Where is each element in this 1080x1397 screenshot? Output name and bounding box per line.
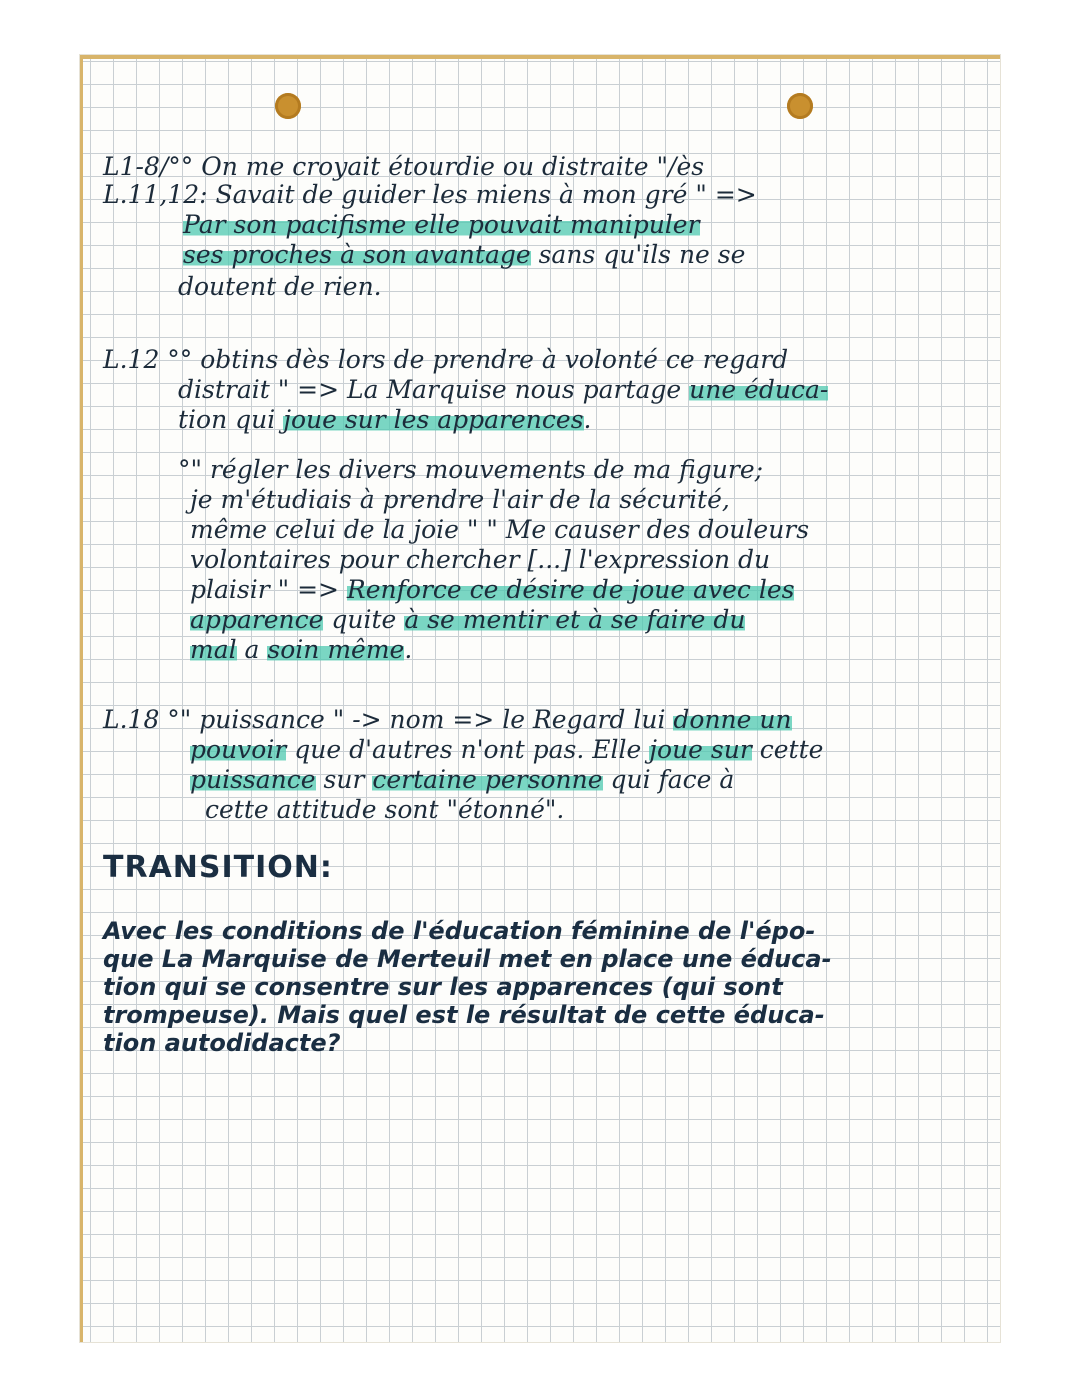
note-line: cette attitude sont "étonné". [205, 795, 565, 824]
note-line [103, 705, 792, 735]
note-text: sans qu'ils ne se [530, 240, 746, 269]
highlighted-text: Renforce ce désire de joue avec les [346, 575, 795, 604]
transition-line: que La Marquise de Merteuil met en place une éduca- [103, 945, 832, 973]
note-line [190, 765, 734, 795]
note-text: que d'autres n'ont pas. Elle [286, 735, 650, 764]
note-line: L1-8/°° On me croyait étourdie ou distraite "/ès [103, 152, 705, 181]
highlighted-text: apparence [190, 605, 324, 634]
highlighted-text: Par son pacifisme elle pouvait manipuler [183, 210, 700, 239]
note-text: quite [323, 605, 405, 634]
note-line [178, 405, 592, 435]
highlighted-text: pouvoir [190, 735, 287, 764]
note-text: sur [315, 765, 373, 794]
transition-line: Avec les conditions de l'éducation féminine de l'épo- [103, 917, 816, 945]
transition-line: tion autodidacte? [103, 1029, 341, 1057]
highlighted-text: une éduca- [689, 375, 829, 404]
note-line [190, 735, 823, 765]
transition-line: trompeuse). Mais quel est le résultat de cette éduca- [103, 1001, 825, 1029]
highlighted-text: ses proches à son avantage [183, 240, 531, 269]
note-line [183, 240, 745, 270]
note-line: °" régler les divers mouvements de ma figure; [178, 455, 764, 484]
note-text: L.18 °" puissance " -> nom => le Regard lui [103, 705, 674, 734]
highlighted-text: joue sur [649, 735, 752, 764]
note-text: distrait " => La Marquise nous partage [178, 375, 690, 404]
binder-hole-left [275, 93, 301, 119]
note-line [178, 375, 828, 405]
highlighted-text: joue sur les apparences [283, 405, 584, 434]
note-line [190, 605, 745, 635]
note-text: . [404, 635, 413, 664]
highlighted-text: à se mentir et à se faire du [404, 605, 746, 634]
note-line [183, 210, 700, 240]
note-text: cette [751, 735, 824, 764]
binder-hole-right [787, 93, 813, 119]
note-line: L.11,12: Savait de guider les miens à mon gré " => [103, 180, 757, 209]
transition-line: tion qui se consentre sur les apparences (qui sont [103, 973, 783, 1001]
note-text: plaisir " => [190, 575, 347, 604]
transition-heading: TRANSITION: [103, 850, 333, 885]
note-line: doutent de rien. [178, 272, 382, 301]
note-text: a [236, 635, 268, 664]
note-line: même celui de la joie " " Me causer des douleurs [190, 515, 810, 544]
highlighted-text: donne un [673, 705, 792, 734]
note-text: tion qui [178, 405, 284, 434]
highlighted-text: certaine personne [372, 765, 603, 794]
note-text: qui face à [602, 765, 735, 794]
note-line: L.12 °° obtins dès lors de prendre à volonté ce regard [103, 345, 789, 374]
highlighted-text: mal [190, 635, 237, 664]
note-line: volontaires pour chercher [...] l'expression du [190, 545, 771, 574]
note-line [190, 575, 794, 605]
note-line: je m'étudiais à prendre l'air de la sécurité, [190, 485, 730, 514]
note-text: . [583, 405, 592, 434]
note-line [190, 635, 412, 665]
highlighted-text: puissance [190, 765, 316, 794]
highlighted-text: soin même [267, 635, 405, 664]
